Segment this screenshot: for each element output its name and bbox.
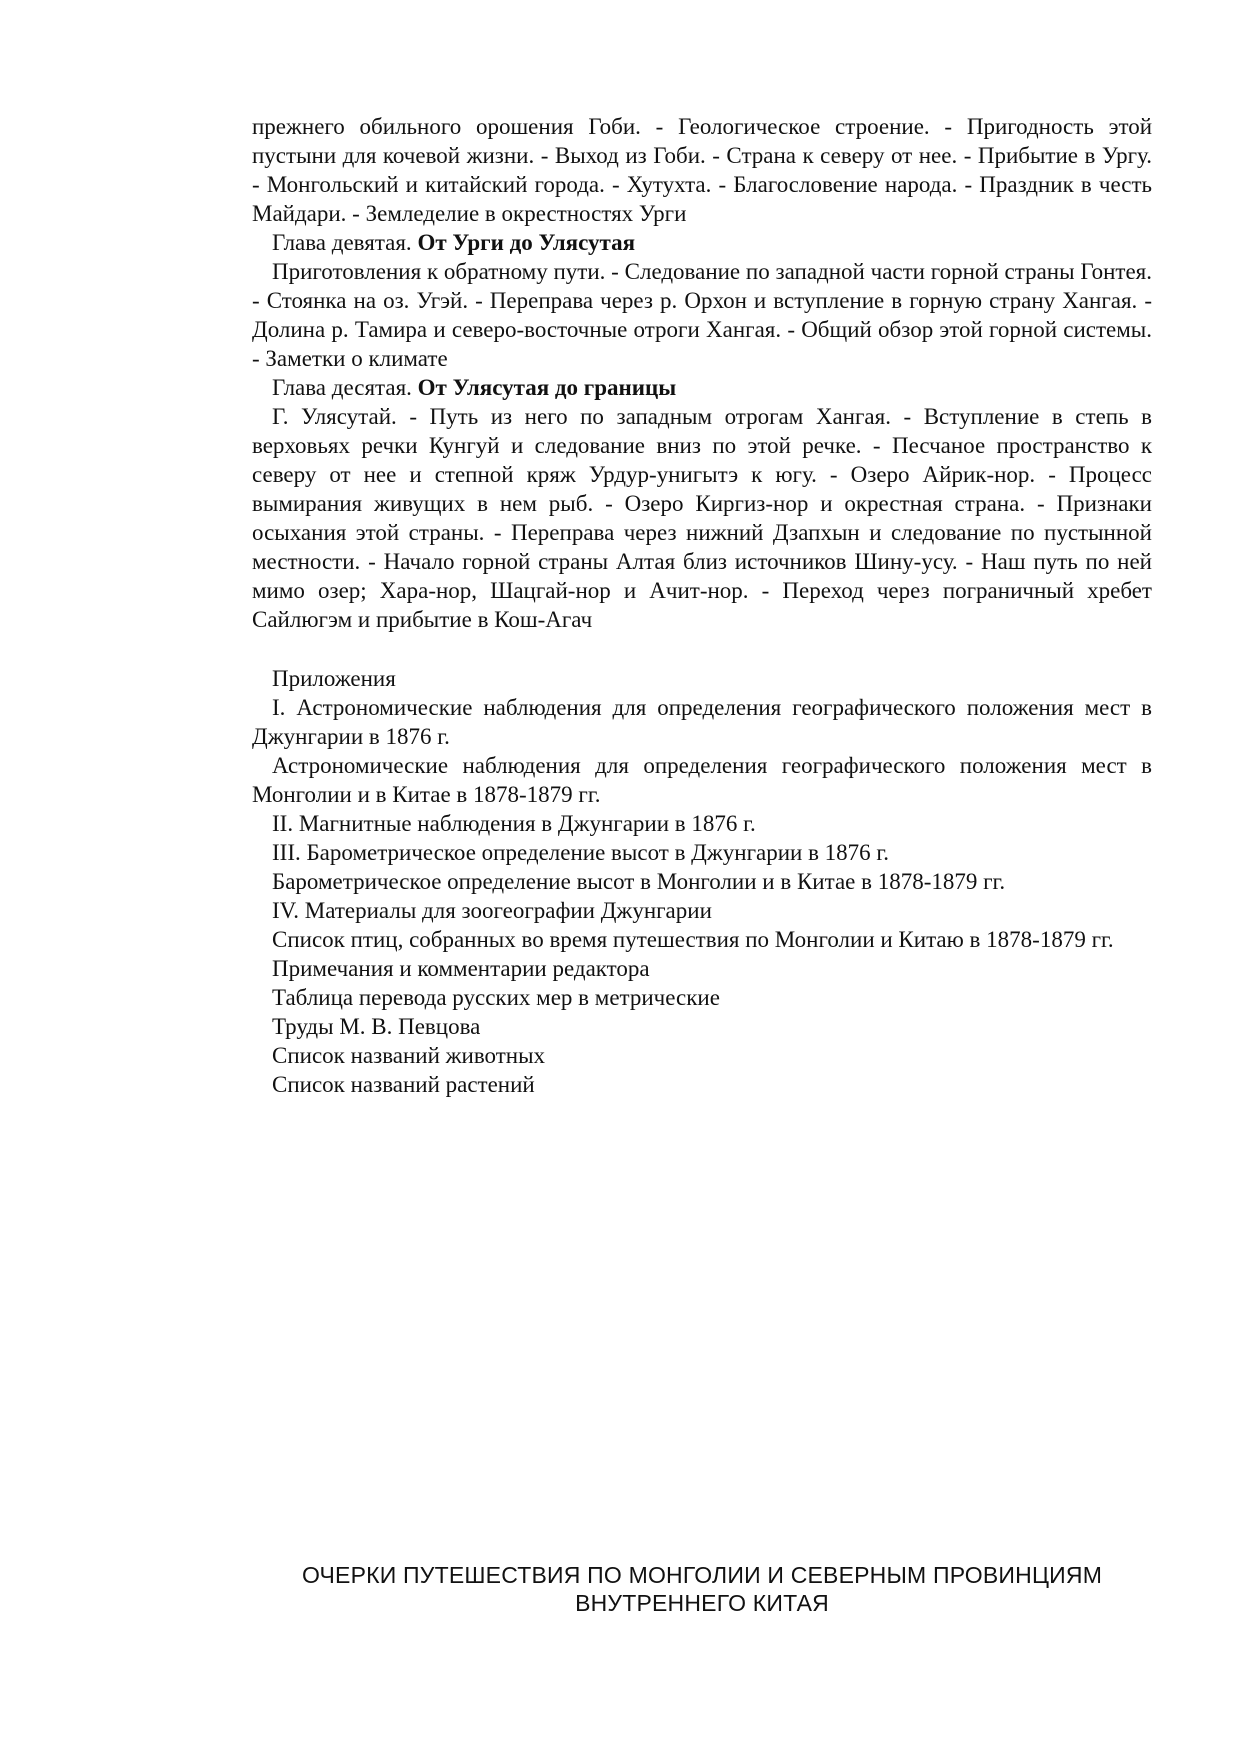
appendix-item: Примечания и комментарии редактора: [272, 956, 650, 981]
appendix-item: I. Астрономические наблюдения для определения географического положения мест в Джунгарии в 1876 г.: [252, 695, 1152, 749]
intro-paragraph: прежнего обильного орошения Гоби. - Геологическое строение. - Пригодность этой пустыни для кочевой жизни. - Выход из Гоби. - Страна к северу от нее. - Прибытие в Ургу. - Монгольский и китайский города. - Хутухта. - Благословение народа. - Праздник в честь Майдари. - Земледелие в окрестностях Урги: [252, 114, 1152, 226]
appendix-item: Список названий растений: [272, 1072, 535, 1097]
appendix-item: Астрономические наблюдения для определения географического положения мест в Монголии и в Китае в 1878-1879 гг.: [252, 753, 1152, 807]
chapter-9-title: От Урги до Улясутая: [417, 230, 636, 255]
chapter-10-heading: [252, 373, 1152, 402]
chapter-10-title: От Улясутая до границы: [417, 375, 677, 400]
appendix-item: Таблица перевода русских мер в метрические: [272, 985, 720, 1010]
appendix-heading: Приложения: [272, 666, 396, 691]
section-spacer: [252, 634, 1152, 664]
chapter-10-summary: Г. Улясутай. - Путь из него по западным отрогам Хангая. - Вступление в степь в верховьях речки Кунгуй и следование вниз по этой речке. - Песчаное пространство к северу от нее и степной кряж Урдур-унигытэ к югу. - Озеро Айрик-нор. - Процесс вымирания живущих в нем рыб. - Озеро Киргиз-нор и окрестная страна. - Признаки осыхания этой страны. - Переправа через нижний Дзапхын и следование по пустынной местности. - Начало горной страны Алтая близ источников Шину-усу. - Наш путь по ней мимо озер; Хара-нор, Шацгай-нор и Ачит-нор. - Переход через пограничный хребет Сайлюгэм и прибытие в Кош-Агач: [252, 404, 1152, 632]
chapter-10-label: Глава десятая.: [272, 375, 412, 400]
chapter-9-heading: [252, 228, 1152, 257]
appendix-item: II. Магнитные наблюдения в Джунгарии в 1876 г.: [272, 811, 756, 836]
appendix-item: Список птиц, собранных во время путешествия по Монголии и Китаю в 1878-1879 гг.: [272, 927, 1114, 952]
chapter-9-label: Глава девятая.: [272, 230, 412, 255]
document-body: [252, 112, 1152, 1099]
appendix-item: Труды М. В. Певцова: [272, 1014, 481, 1039]
appendix-item: III. Барометрическое определение высот в Джунгарии в 1876 г.: [272, 840, 890, 865]
chapter-9-summary: Приготовления к обратному пути. - Следование по западной части горной страны Гонтея. - Стоянка на оз. Угэй. - Переправа через р. Орхон и вступление в горную страну Хангая. - Долина р. Тамира и северо-восточные отроги Хангая. - Общий обзор этой горной системы. - Заметки о климате: [252, 259, 1152, 371]
running-title-line-2: ВНУТРЕННЕГО КИТАЯ: [575, 1590, 829, 1616]
appendix-item: Список названий животных: [272, 1043, 546, 1068]
running-title: [252, 1561, 1152, 1617]
running-title-line-1: ОЧЕРКИ ПУТЕШЕСТВИЯ ПО МОНГОЛИИ И СЕВЕРНЫМ ПРОВИНЦИЯМ: [301, 1562, 1103, 1588]
appendix-item: IV. Материалы для зоогеографии Джунгарии: [272, 898, 712, 923]
appendix-item: Барометрическое определение высот в Монголии и в Китае в 1878-1879 гг.: [272, 869, 1006, 894]
